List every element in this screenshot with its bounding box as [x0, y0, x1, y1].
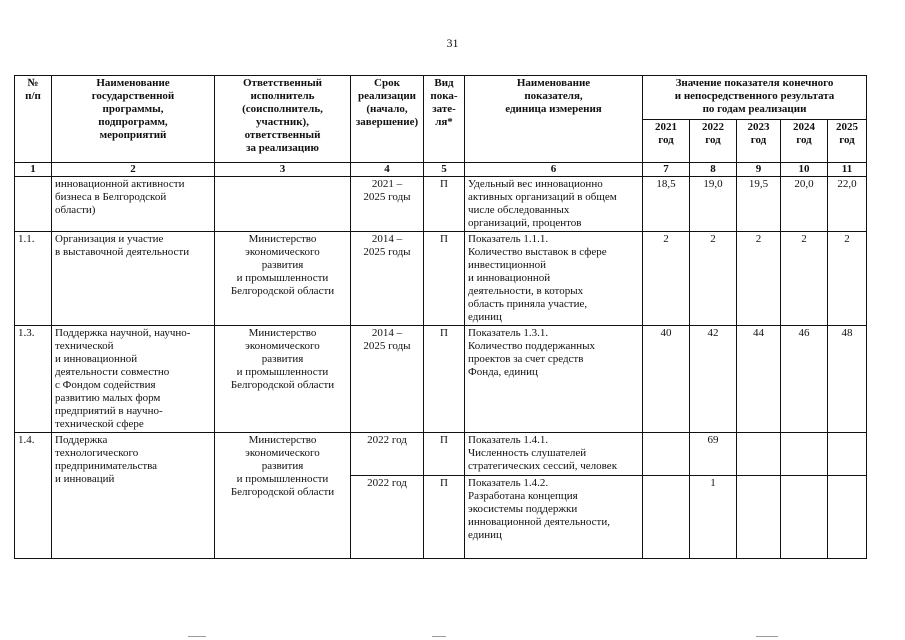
- row-value-2025: 22,0: [828, 177, 867, 232]
- row-indicator-type: П: [424, 433, 465, 476]
- row-indicator-type: П: [424, 326, 465, 433]
- row-indicator-name: Удельный вес инновационно активных организаций в общем числе обследованных организаций, процентов: [465, 177, 643, 232]
- row-value-2025: [828, 433, 867, 476]
- table-row: [15, 177, 867, 232]
- row-value-2023: 2: [737, 232, 781, 326]
- row-measure-name: Поддержка технологического предпринимательства и инноваций: [52, 433, 215, 559]
- header-term: Срок реализации (начало, завершение): [351, 76, 424, 163]
- header-values-group: Значение показателя конечного и непосредственного результата по годам реализации: [643, 76, 867, 120]
- header-year-2024: 2024 год: [781, 119, 828, 163]
- row-responsible: Министерство экономического развития и промышленности Белгородской области: [215, 326, 351, 433]
- row-indicator-name: Показатель 1.1.1. Количество выставок в сфере инвестиционной и инновационной деятельности, в которых область приняла участие, единиц: [465, 232, 643, 326]
- row-value-2023: [737, 433, 781, 476]
- row-indicator-type: П: [424, 476, 465, 559]
- header-year-2021: 2021 год: [643, 119, 690, 163]
- row-term: 2014 – 2025 годы: [351, 326, 424, 433]
- row-number: 1.3.: [15, 326, 52, 433]
- row-value-2023: [737, 476, 781, 559]
- header-year-2023: 2023 год: [737, 119, 781, 163]
- column-number: 1: [15, 163, 52, 177]
- row-measure-name: Организация и участие в выставочной деятельности: [52, 232, 215, 326]
- column-number: 5: [424, 163, 465, 177]
- row-value-2024: [781, 433, 828, 476]
- table-row: [15, 433, 867, 476]
- row-responsible: [215, 177, 351, 232]
- row-number: 1.1.: [15, 232, 52, 326]
- row-value-2022: 1: [690, 476, 737, 559]
- row-value-2025: 2: [828, 232, 867, 326]
- table-row: [15, 326, 867, 433]
- table-row: [15, 232, 867, 326]
- header-year-2025: 2025 год: [828, 119, 867, 163]
- row-value-2022: 42: [690, 326, 737, 433]
- indicators-table: [14, 75, 867, 559]
- scan-artifact: [188, 636, 206, 637]
- row-term: 2014 – 2025 годы: [351, 232, 424, 326]
- header-year-2022: 2022 год: [690, 119, 737, 163]
- row-number: 1.4.: [15, 433, 52, 559]
- row-value-2021: 40: [643, 326, 690, 433]
- header-num: № п/п: [15, 76, 52, 163]
- row-value-2021: 2: [643, 232, 690, 326]
- row-value-2024: [781, 476, 828, 559]
- header-responsible: Ответственный исполнитель (соисполнитель, участник), ответственный за реализацию: [215, 76, 351, 163]
- row-term: 2022 год: [351, 433, 424, 476]
- column-numbers-row: [15, 163, 867, 177]
- row-value-2021: [643, 433, 690, 476]
- scan-artifact: [756, 636, 778, 637]
- column-number: 10: [781, 163, 828, 177]
- row-value-2025: [828, 476, 867, 559]
- column-number: 6: [465, 163, 643, 177]
- page-number: 31: [446, 36, 459, 50]
- column-number: 4: [351, 163, 424, 177]
- row-term: 2022 год: [351, 476, 424, 559]
- column-number: 3: [215, 163, 351, 177]
- column-number: 8: [690, 163, 737, 177]
- column-number: 7: [643, 163, 690, 177]
- header-indicator-type: Вид пока- зате- ля*: [424, 76, 465, 163]
- column-number: 9: [737, 163, 781, 177]
- scan-artifact: [432, 636, 446, 637]
- row-term: 2021 – 2025 годы: [351, 177, 424, 232]
- column-number: 11: [828, 163, 867, 177]
- row-indicator-name: Показатель 1.4.1. Численность слушателей стратегических сессий, человек: [465, 433, 643, 476]
- header-program-name: Наименование государственной программы, подпрограмм, мероприятий: [52, 76, 215, 163]
- row-value-2023: 44: [737, 326, 781, 433]
- row-value-2024: 46: [781, 326, 828, 433]
- row-value-2021: 18,5: [643, 177, 690, 232]
- header-indicator-name: Наименование показателя, единица измерения: [465, 76, 643, 163]
- row-indicator-name: Показатель 1.4.2. Разработана концепция экосистемы поддержки инновационной деятельности, единиц: [465, 476, 643, 559]
- row-indicator-type: П: [424, 232, 465, 326]
- row-value-2022: 2: [690, 232, 737, 326]
- row-value-2024: 20,0: [781, 177, 828, 232]
- row-value-2024: 2: [781, 232, 828, 326]
- row-measure-name: Поддержка научной, научно- технической и инновационной деятельности совместно с Фондом содействия развитию малых форм предприятий в научно- технической сфере: [52, 326, 215, 433]
- row-indicator-type: П: [424, 177, 465, 232]
- row-value-2025: 48: [828, 326, 867, 433]
- row-indicator-name: Показатель 1.3.1. Количество поддержанных проектов за счет средств Фонда, единиц: [465, 326, 643, 433]
- header-row: [15, 76, 867, 120]
- row-number: [15, 177, 52, 232]
- row-responsible: Министерство экономического развития и промышленности Белгородской области: [215, 433, 351, 559]
- row-value-2022: 69: [690, 433, 737, 476]
- row-responsible: Министерство экономического развития и промышленности Белгородской области: [215, 232, 351, 326]
- row-value-2021: [643, 476, 690, 559]
- row-value-2022: 19,0: [690, 177, 737, 232]
- row-measure-name: инновационной активности бизнеса в Белгородской области): [52, 177, 215, 232]
- column-number: 2: [52, 163, 215, 177]
- row-value-2023: 19,5: [737, 177, 781, 232]
